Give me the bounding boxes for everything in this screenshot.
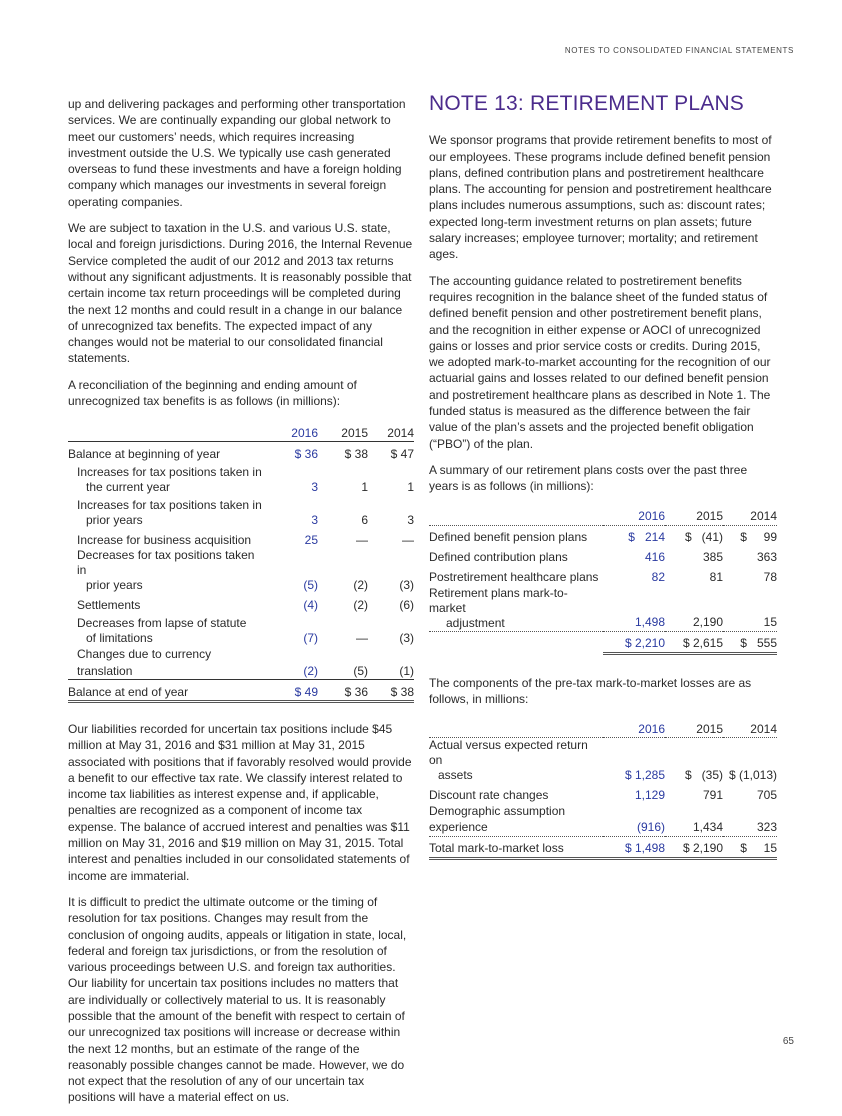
table-row: [68, 613, 414, 646]
cell-value: (2): [353, 578, 368, 593]
cell-value: $ 2,210: [603, 631, 665, 653]
paragraph: The components of the pre-tax mark-to-market losses are as follows, in millions:: [429, 675, 752, 706]
cell-value: 791: [702, 787, 723, 802]
column-header: 2016: [603, 507, 665, 526]
paragraph: A summary of our retirement plans costs over the past three years is as follows (in millions):: [429, 462, 748, 494]
paragraph: Our liabilities recorded for uncertain tax positions include $45 million at May 31, 2016 and $31 million at May 31, 2015 associated with positions that if favorably resolved would provide a benefit to our effective tax rate. We classify interest related to income tax liabilities as interest expense and, if applicable, penalties are recognized as a component of income tax expense. The balance of accrued interest and penalties was $11 million on May 31, 2016 and $19 million on May 31, 2015. Total interest and penalties included in our consolidated statements of income are immaterial.: [68, 721, 412, 883]
table-row: [429, 525, 777, 546]
cell-value: 3: [311, 513, 318, 528]
cell-value: (7): [303, 631, 318, 646]
table-row: [429, 586, 777, 632]
row-label: Discount rate changes: [429, 787, 549, 802]
row-label: Increase for business acquisition: [77, 533, 252, 548]
table-total-row: [429, 836, 777, 858]
table-row: [429, 566, 777, 586]
cell-value: 1: [361, 480, 368, 495]
cell-value: (3): [399, 578, 414, 593]
table-header-row: [429, 507, 777, 526]
table-row: [429, 803, 777, 836]
table-row: [68, 528, 414, 548]
row-label: Demographic assumption experience: [429, 803, 603, 836]
table-header-row: [429, 719, 777, 738]
cell-value: (2): [264, 646, 318, 679]
column-header: 2015: [318, 423, 368, 442]
cell-value: (5): [318, 646, 368, 679]
paragraph: It is difficult to predict the ultimate outcome or the timing of resolution for tax positions. Changes may result from the conclusion of ongoing audits, appeals or litigation in state, local, federal and foreign tax jurisdictions, or from the resolution of various proceedings between U.S. and foreign tax authorities. Our liability for uncertain tax positions includes no matters that are individually or collectively material to us. It is reasonably possible that the amount of the benefit with respect to certain of our unrecognized tax positions will increase or decrease within the next 12 months, but an estimate of the range of the reasonably possible changes cannot be made. However, we do not expect that the resolution of any of our uncertain tax positions will have a material effect on us.: [68, 894, 407, 1105]
column-header: 2016: [264, 423, 318, 442]
cell-value: $ 36: [318, 679, 368, 701]
cell-value: 385: [702, 550, 723, 565]
table-total-row: [429, 631, 777, 653]
column-header: 2015: [665, 507, 723, 526]
row-label: Changes due to currency translation: [68, 646, 264, 679]
cell-value: (3): [399, 631, 414, 646]
cell-value: 1,434: [665, 803, 723, 836]
row-label: Retirement plans mark-to-market: [429, 585, 568, 615]
row-label-cont: prior years: [86, 513, 143, 528]
table-row: [68, 495, 414, 528]
cell-value: $ 38: [368, 679, 414, 701]
cell-value: 416: [644, 550, 665, 565]
column-header: 2014: [368, 423, 414, 442]
table-row: [68, 462, 414, 495]
row-label: Decreases for tax positions taken in: [77, 548, 255, 578]
cell-value: (6): [399, 598, 414, 613]
table-header-row: [68, 423, 414, 442]
left-column: [68, 96, 414, 1116]
cell-value: $ (1,013): [728, 767, 777, 782]
page-number: 65: [782, 1036, 794, 1047]
cell-value: $ 1,498: [603, 836, 665, 858]
note-title: NOTE 13: RETIREMENT PLANS: [429, 92, 745, 115]
row-label: Increases for tax positions taken in: [77, 498, 262, 513]
column-header: 2015: [665, 719, 723, 738]
column-header: 2016: [603, 719, 665, 738]
cell-value: (1): [368, 646, 414, 679]
row-label: Actual versus expected return on: [429, 738, 588, 768]
paragraph: A reconciliation of the beginning and ending amount of unrecognized tax benefits is as follows (in millions):: [68, 377, 357, 409]
row-label-cont: adjustment: [446, 615, 505, 630]
row-label-cont: prior years: [86, 578, 143, 593]
table-row: [68, 646, 414, 679]
cell-value: (916): [603, 803, 665, 836]
cell-value: 25: [304, 533, 318, 548]
cell-value: (5): [303, 578, 318, 593]
cell-value: 363: [756, 550, 777, 565]
mark-to-market-losses-table: [429, 719, 777, 860]
cell-value: 323: [723, 803, 777, 836]
running-header: NOTES TO CONSOLIDATED FINANCIAL STATEMENTS: [564, 46, 794, 55]
row-label: Increases for tax positions taken in: [77, 465, 262, 480]
cell-value: 2,190: [665, 586, 723, 632]
row-label: Postretirement healthcare plans: [429, 570, 599, 585]
table-row: [68, 548, 414, 593]
row-label: Balance at beginning of year: [68, 447, 221, 462]
cell-value: (4): [303, 598, 318, 613]
table-row: [429, 738, 777, 784]
cell-value: $ 47: [390, 447, 414, 462]
cell-value: $ 214: [628, 530, 665, 545]
cell-value: $ 555: [723, 631, 777, 653]
cell-value: 1,498: [603, 586, 665, 632]
cell-value: $ (35): [684, 767, 723, 782]
cell-value: 3: [407, 513, 414, 528]
cell-value: $ 2,190: [665, 836, 723, 858]
row-label: [429, 631, 603, 653]
cell-value: 705: [756, 787, 777, 802]
table-row: [429, 783, 777, 803]
row-label: Decreases from lapse of statute: [77, 616, 247, 631]
table-row: [429, 546, 777, 566]
table-total-row: [68, 679, 414, 701]
paragraph: up and delivering packages and performing other transportation services. We are continually expanding our global network to meet our customers’ needs, which requires increasing investment outside the U.S. We typically use cash generated overseas to fund these investments and have a foreign holding company which manages our investments in several foreign operating companies.: [68, 97, 406, 209]
table-row: [68, 593, 414, 613]
row-label-cont: assets: [438, 768, 473, 783]
cell-value: —: [356, 631, 368, 646]
paragraph: We are subject to taxation in the U.S. and various U.S. state, local and foreign jurisdictions. During 2016, the Internal Revenue Service completed the audit of our 2012 and 2013 tax returns without any significant adjustments. It is reasonably possible that certain income tax return proceedings will be completed during the next 12 months and could result in a change in our balance of unrecognized tax benefits. The expected impact of any changes would not be material to our consolidated financial statements.: [68, 221, 413, 366]
cell-value: $ 15: [723, 836, 777, 858]
right-column: [429, 92, 777, 860]
column-header: 2014: [723, 507, 777, 526]
row-label-cont: the current year: [86, 480, 171, 495]
row-label: Defined contribution plans: [429, 550, 568, 565]
cell-value: —: [402, 533, 414, 548]
cell-value: 6: [361, 513, 368, 528]
cell-value: $ 99: [740, 530, 777, 545]
row-label: Total mark-to-market loss: [429, 836, 603, 858]
paragraph: The accounting guidance related to postretirement benefits requires recognition in the balance sheet of the funded status of defined benefit pension and other postretirement benefit plans, and the recognition in either expense or AOCI of unrecognized gains or losses and prior service costs or credits. During 2015, we adopted mark-to-market accounting for the recognition of our actuarial gains and losses related to our defined benefit pension and postretirement healthcare plans as described in Note 1. The funded status is measured as the difference between the fair value of the plan’s assets and the projected benefit obligation (“PBO”) of the plan.: [429, 273, 771, 451]
cell-value: 1,129: [634, 787, 665, 802]
row-label: Defined benefit pension plans: [429, 530, 588, 545]
table-row: [68, 442, 414, 463]
row-label: Balance at end of year: [68, 679, 264, 701]
cell-value: (2): [353, 598, 368, 613]
cell-value: $ 1,285: [624, 767, 665, 782]
retirement-plans-cost-table: [429, 507, 777, 655]
cell-value: 78: [763, 570, 777, 585]
unrecognized-tax-benefits-table: [68, 423, 414, 703]
cell-value: 81: [709, 570, 723, 585]
cell-value: 1: [407, 480, 414, 495]
cell-value: $ (41): [684, 530, 723, 545]
cell-value: —: [356, 533, 368, 548]
cell-value: 15: [723, 586, 777, 632]
column-header: 2014: [723, 719, 777, 738]
cell-value: $ 36: [294, 447, 318, 462]
cell-value: 82: [651, 570, 665, 585]
paragraph: We sponsor programs that provide retirement benefits to most of our employees. These programs include defined benefit pension plans, defined contribution plans and postretirement healthcare plans. The accounting for pension and postretirement healthcare plans includes numerous assumptions, such as: discount rates; expected long-term investment returns on plan assets; future salary increases; employee turnover; mortality; and retirement ages.: [429, 133, 772, 262]
row-label: Settlements: [77, 598, 141, 613]
cell-value: $ 2,615: [665, 631, 723, 653]
cell-value: $ 49: [264, 679, 318, 701]
cell-value: $ 38: [344, 447, 368, 462]
cell-value: 3: [311, 480, 318, 495]
row-label-cont: of limitations: [86, 631, 153, 646]
